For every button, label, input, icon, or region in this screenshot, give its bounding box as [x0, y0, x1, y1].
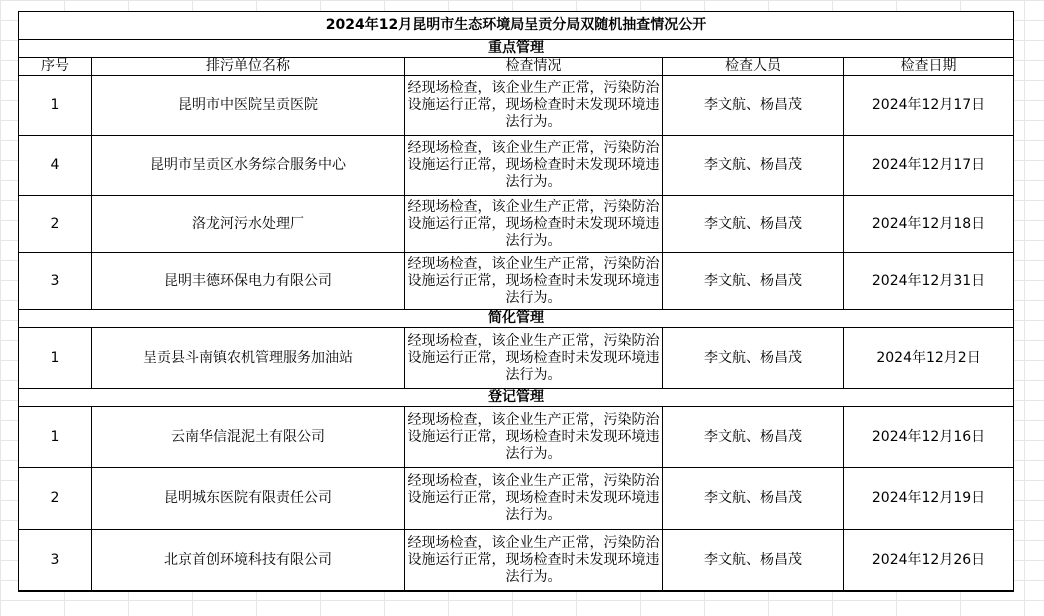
header-date-cell[interactable]: [844, 58, 1014, 76]
cell-unit[interactable]: 北京首创环境科技有限公司: [92, 530, 405, 592]
cell-date[interactable]: 2024年12月16日: [844, 407, 1014, 468]
section-title: 简化管理: [488, 310, 545, 326]
header-label: 排污单位名称: [206, 58, 290, 74]
table-row: [19, 468, 1014, 530]
header-label: 检查日期: [900, 58, 957, 74]
cell-date[interactable]: 2024年12月18日: [844, 196, 1014, 253]
cell-no[interactable]: 3: [19, 530, 92, 592]
table-row: [19, 530, 1014, 592]
section-title: 重点管理: [488, 40, 545, 56]
cell-date[interactable]: 2024年12月17日: [844, 136, 1014, 196]
cell-unit[interactable]: 昆明市中医院呈贡医院: [92, 76, 405, 136]
cell-finding[interactable]: 经现场检查，该企业生产正常，污染防治设施运行正常，现场检查时未发现环境违法行为。: [405, 468, 663, 530]
header-label: 检查情况: [505, 58, 562, 74]
header-no-cell[interactable]: [19, 58, 92, 76]
table-row: [19, 136, 1014, 196]
cell-no[interactable]: 3: [19, 253, 92, 310]
table-row: [19, 253, 1014, 310]
cell-unit[interactable]: 云南华信混泥土有限公司: [92, 407, 405, 468]
cell-no[interactable]: 2: [19, 196, 92, 253]
cell-unit[interactable]: 昆明城东医院有限责任公司: [92, 468, 405, 530]
cell-no[interactable]: 4: [19, 136, 92, 196]
cell-finding[interactable]: 经现场检查，该企业生产正常，污染防治设施运行正常，现场检查时未发现环境违法行为。: [405, 407, 663, 468]
cell-finding[interactable]: 经现场检查，该企业生产正常，污染防治设施运行正常，现场检查时未发现环境违法行为。: [405, 328, 663, 389]
cell-date[interactable]: 2024年12月26日: [844, 530, 1014, 592]
cell-inspectors[interactable]: 李文航、杨昌茂: [663, 530, 844, 592]
table-title-cell[interactable]: [19, 12, 1014, 40]
cell-inspectors[interactable]: 李文航、杨昌茂: [663, 76, 844, 136]
cell-date[interactable]: 2024年12月2日: [844, 328, 1014, 389]
cell-unit[interactable]: 昆明市呈贡区水务综合服务中心: [92, 136, 405, 196]
cell-inspectors[interactable]: 李文航、杨昌茂: [663, 196, 844, 253]
section-header-cell[interactable]: [19, 389, 1014, 407]
cell-date[interactable]: 2024年12月17日: [844, 76, 1014, 136]
table-row: [19, 76, 1014, 136]
table-row: [19, 196, 1014, 253]
column-header-row: [19, 58, 1014, 76]
section-header-cell[interactable]: [19, 40, 1014, 58]
cell-no[interactable]: 1: [19, 328, 92, 389]
cell-inspectors[interactable]: 李文航、杨昌茂: [663, 136, 844, 196]
table-title: 2024年12月昆明市生态环境局呈贡分局双随机抽查情况公开: [325, 17, 707, 33]
cell-inspectors[interactable]: 李文航、杨昌茂: [663, 328, 844, 389]
cell-no[interactable]: 1: [19, 76, 92, 136]
section-title: 登记管理: [488, 389, 545, 405]
header-finding-cell[interactable]: [405, 58, 663, 76]
header-inspectors-cell[interactable]: [663, 58, 844, 76]
inspection-table: [18, 11, 1014, 592]
cell-unit[interactable]: 昆明丰德环保电力有限公司: [92, 253, 405, 310]
cell-finding[interactable]: 经现场检查，该企业生产正常，污染防治设施运行正常，现场检查时未发现环境违法行为。: [405, 530, 663, 592]
section-header-cell[interactable]: [19, 310, 1014, 328]
cell-finding[interactable]: 经现场检查，该企业生产正常，污染防治设施运行正常，现场检查时未发现环境违法行为。: [405, 196, 663, 253]
header-label: 序号: [41, 58, 69, 74]
header-unit-cell[interactable]: [92, 58, 405, 76]
cell-date[interactable]: 2024年12月31日: [844, 253, 1014, 310]
cell-finding[interactable]: 经现场检查，该企业生产正常，污染防治设施运行正常，现场检查时未发现环境违法行为。: [405, 253, 663, 310]
header-label: 检查人员: [725, 58, 781, 74]
cell-inspectors[interactable]: 李文航、杨昌茂: [663, 407, 844, 468]
cell-unit[interactable]: 洛龙河污水处理厂: [92, 196, 405, 253]
cell-date[interactable]: 2024年12月19日: [844, 468, 1014, 530]
cell-finding[interactable]: 经现场检查，该企业生产正常，污染防治设施运行正常，现场检查时未发现环境违法行为。: [405, 76, 663, 136]
cell-inspectors[interactable]: 李文航、杨昌茂: [663, 253, 844, 310]
cell-unit[interactable]: 呈贡县斗南镇农机管理服务加油站: [92, 328, 405, 389]
table-row: [19, 407, 1014, 468]
cell-no[interactable]: 1: [19, 407, 92, 468]
cell-inspectors[interactable]: 李文航、杨昌茂: [663, 468, 844, 530]
cell-finding[interactable]: 经现场检查，该企业生产正常，污染防治设施运行正常，现场检查时未发现环境违法行为。: [405, 136, 663, 196]
table-row: [19, 328, 1014, 389]
cell-no[interactable]: 2: [19, 468, 92, 530]
